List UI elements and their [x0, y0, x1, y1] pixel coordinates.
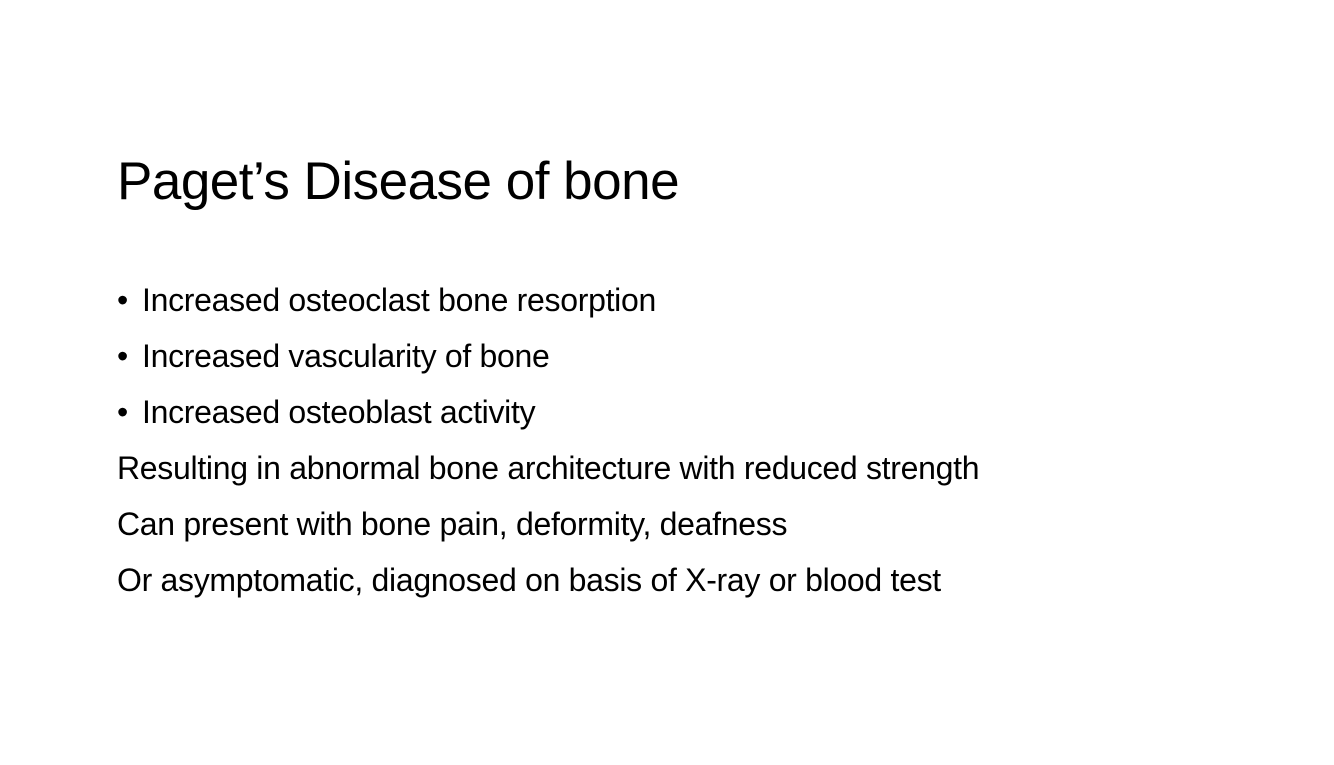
statement-line: Can present with bone pain, deformity, deafness	[117, 506, 788, 542]
bullet-item	[117, 272, 979, 328]
bullet-text: Increased osteoblast activity	[142, 394, 536, 430]
bullet-dot-icon: •	[117, 394, 128, 430]
statement-line: Resulting in abnormal bone architecture with reduced strength	[117, 450, 980, 486]
bullet-item	[117, 384, 979, 440]
bullet-item	[117, 328, 979, 384]
slide-title: Paget’s Disease of bone	[117, 152, 680, 211]
bullet-dot-icon: •	[117, 282, 128, 318]
slide-body	[117, 272, 979, 608]
bullet-dot-icon: •	[117, 338, 128, 374]
bullet-text: Increased vascularity of bone	[142, 338, 550, 374]
statement-line: Or asymptomatic, diagnosed on basis of X-ray or blood test	[117, 562, 941, 598]
bullet-text: Increased osteoclast bone resorption	[142, 282, 656, 318]
